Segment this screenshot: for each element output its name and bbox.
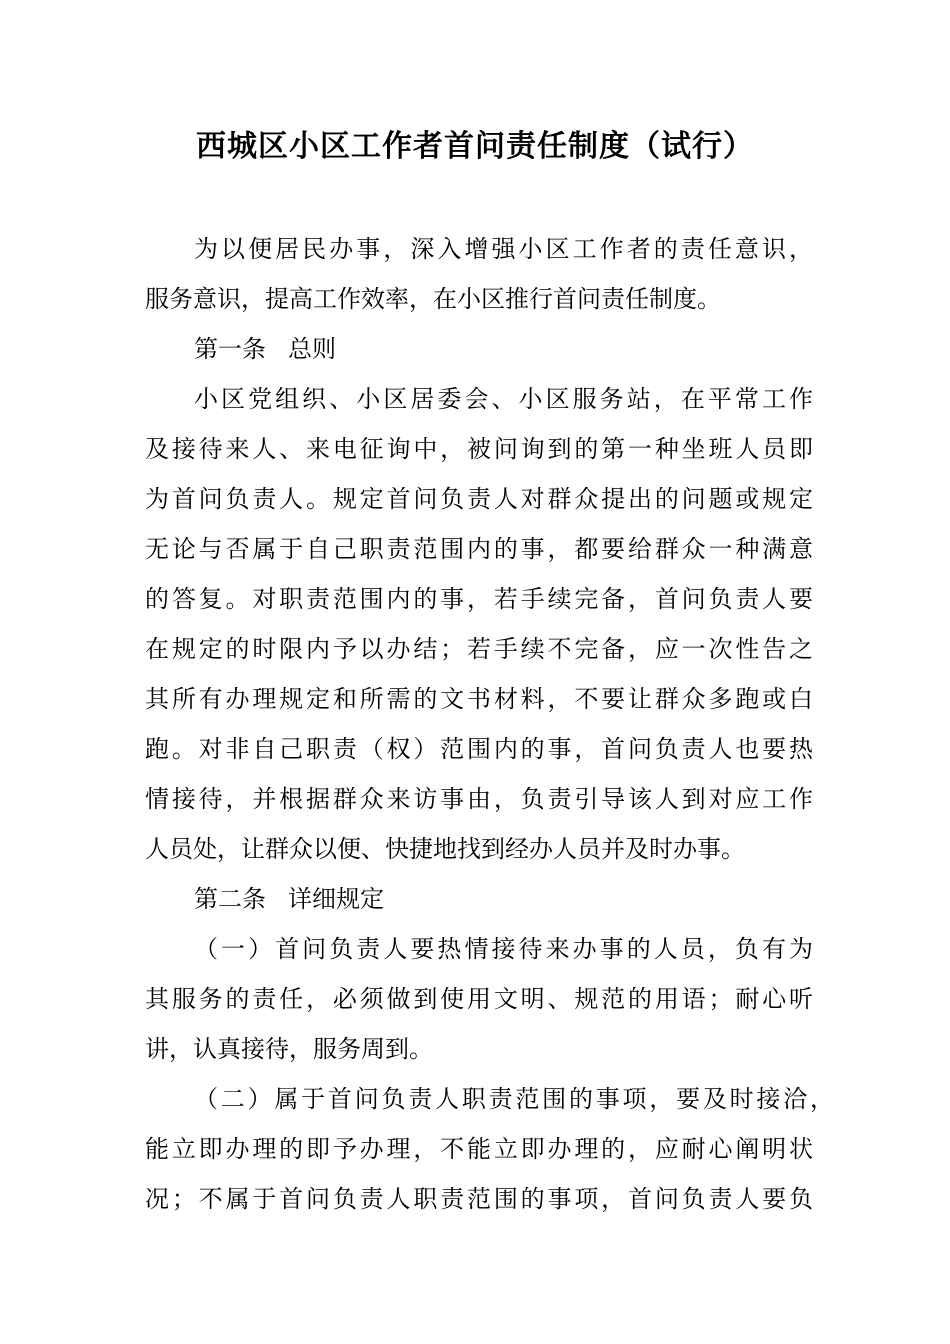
intro-line-1: 为以便居民办事，深入增强小区工作者的责任意识， xyxy=(194,235,813,263)
article-1-heading xyxy=(194,324,336,374)
document-title: 西城区小区工作者首问责任制度（试行） xyxy=(196,129,754,164)
article-1-line: 小区党组织、小区居委会、小区服务站，在平常工作 xyxy=(194,385,813,413)
article-1-title: 总则 xyxy=(288,335,336,363)
article-2-item-1-line: 其服务的责任，必须做到使用文明、规范的用语；耐心听 xyxy=(145,985,813,1013)
article-1-line: 无论与否属于自己职责范围内的事，都要给群众一种满意 xyxy=(145,535,813,563)
article-1-number: 第一条 xyxy=(194,335,266,363)
article-2-number: 第二条 xyxy=(194,885,266,913)
article-2-item-2-line: 况；不属于首问负责人职责范围的事项，首问负责人要负 xyxy=(145,1185,813,1213)
article-2-item-2-line: 能立即办理的即予办理，不能立即办理的，应耐心阐明状 xyxy=(145,1135,813,1163)
article-2-item-2-line: （二）属于首问负责人职责范围的事项，要及时接洽， xyxy=(194,1085,834,1113)
article-2-item-1-line: （一）首问负责人要热情接待来办事的人员，负有为 xyxy=(194,935,813,963)
article-1-line: 其所有办理规定和所需的文书材料，不要让群众多跑或白 xyxy=(145,685,813,713)
article-1-line: 人员处，让群众以便、快捷地找到经办人员并及时办事。 xyxy=(145,835,745,863)
article-1-line: 的答复。对职责范围内的事，若手续完备，首问负责人要 xyxy=(145,585,813,613)
article-1-line: 情接待，并根据群众来访事由，负责引导该人到对应工作 xyxy=(145,785,813,813)
article-1-line: 及接待来人、来电征询中，被问询到的第一种坐班人员即 xyxy=(145,435,813,463)
article-1-line: 在规定的时限内予以办结；若手续不完备，应一次性告之 xyxy=(145,635,813,663)
article-2-title: 详细规定 xyxy=(288,885,384,913)
article-2-item-1-line: 讲，认真接待，服务周到。 xyxy=(145,1035,433,1063)
article-1-line: 跑。对非自己职责（权）范围内的事，首问负责人也要热 xyxy=(145,735,813,763)
intro-line-2: 服务意识，提高工作效率，在小区推行首问责任制度。 xyxy=(145,285,721,313)
article-2-heading xyxy=(194,874,384,924)
article-1-line: 为首问负责人。规定首问负责人对群众提出的问题或规定 xyxy=(145,485,813,513)
